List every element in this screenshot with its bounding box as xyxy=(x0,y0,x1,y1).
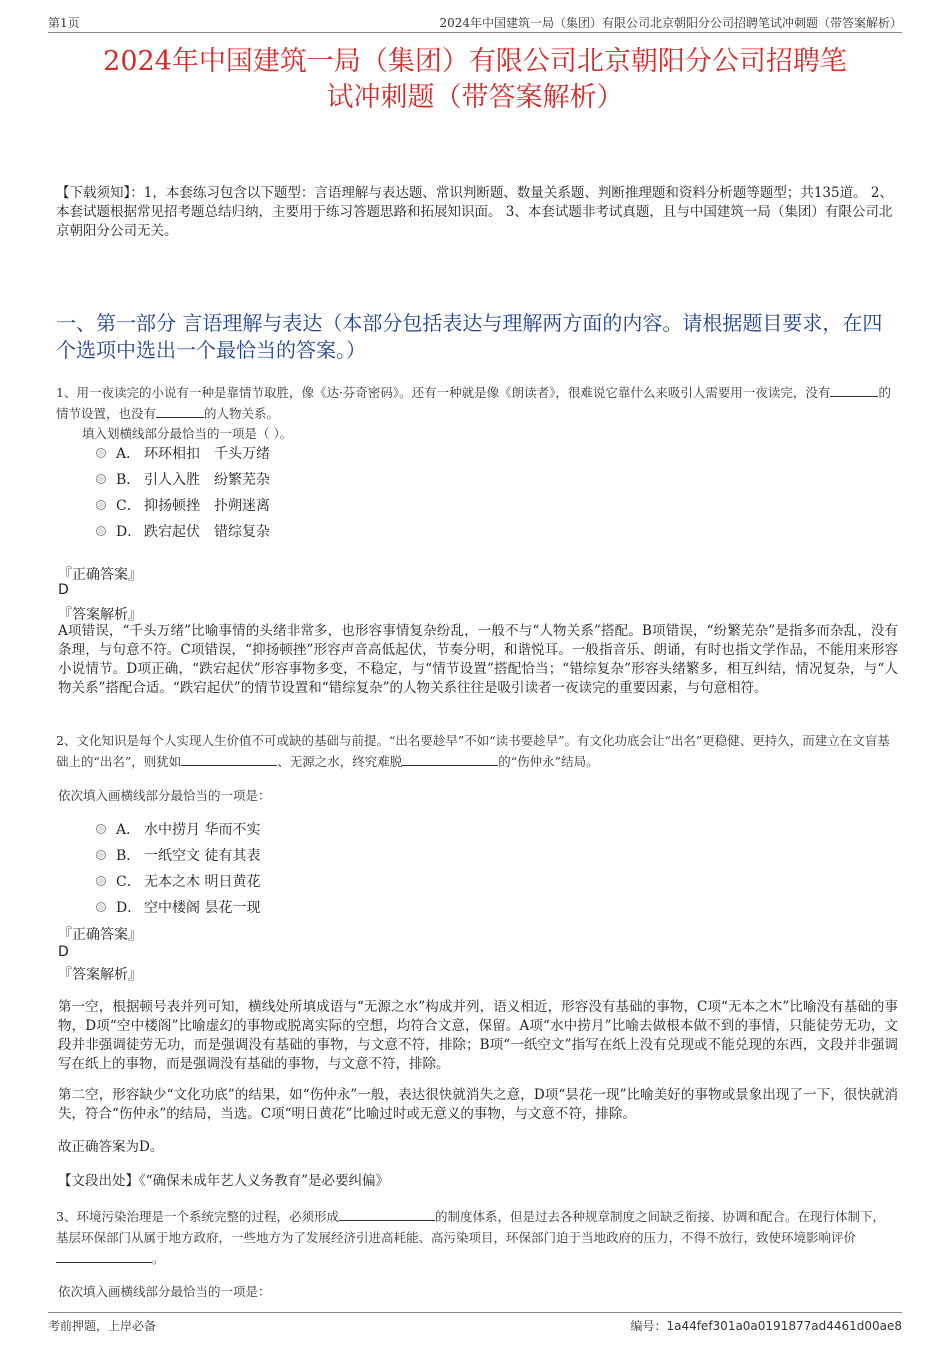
q1-stem-b: 的情节设置，也没有 xyxy=(56,385,891,421)
q1-stem-a: 1、用一夜读完的小说有一种是靠情节取胜，像《达·芬奇密码》。还有一种就是像《朗读者》，很难说它靠什么来吸引人需要用一夜读完，没有 xyxy=(56,385,831,400)
q2-analysis-p2: 第二空，形容缺少“文化功底”的结果，如“伤仲永”一般，表达很快就消失之意，D项“昙花一现”比喻美好的事物或景象出现了一下，很快就消失，符合“伤仲永”的结局，当选。C项“明日黄花”比喻过时或无意义的事物，与文意不符，排除。 xyxy=(58,1087,898,1122)
q2-source: 【文段出处】《“确保未成年艺人义务教育”是必要纠偏》 xyxy=(58,1173,390,1189)
q3-blank-2 xyxy=(56,1250,152,1263)
q1-option-b[interactable]: B． 引人入胜 纷繁芜杂 xyxy=(96,466,270,492)
radio-icon[interactable] xyxy=(96,876,106,886)
q2-blank-2 xyxy=(402,753,498,766)
q1-option-c[interactable]: C． 抑扬顿挫 扑朔迷离 xyxy=(96,492,270,518)
radio-icon[interactable] xyxy=(96,474,106,484)
question-1-stem xyxy=(56,382,896,424)
q1-prompt: 填入划横线部分最恰当的一项是（ ）。 xyxy=(82,426,293,441)
q2-analysis-label: 『答案解析』 xyxy=(58,967,142,983)
q2-stem-b: 、无源之水，终究难脱 xyxy=(277,754,403,769)
radio-icon[interactable] xyxy=(96,526,106,536)
q1-option-d[interactable]: D． 跌宕起伏 错综复杂 xyxy=(96,518,270,544)
q1-stem-c: 的人物关系。 xyxy=(204,406,280,421)
q2-option-d[interactable]: D． 空中楼阁 昙花一现 xyxy=(96,894,260,920)
q1-analysis: A项错误，“千头万绪”比喻事情的头绪非常多，也形容事情复杂纷乱，一般不与“人物关系”搭配。B项错误，“纷繁芜杂”是指多而杂乱，没有条理，与句意不符。C项错误，“抑扬顿挫”形容声音高低起伏，节奏分明，和谐悦耳。一般指音乐、朗诵，有时也指文学作品，不能用来形容小说情节。D项正确，“跌宕起伏”形容事物多变，不稳定，与“情节设置”搭配恰当；“错综复杂”形容头绪繁多，相互纠结，情况复杂，与“人物关系”搭配合适。“跌宕起伏”的情节设置和“错综复杂”的人物关系往往是吸引读者一夜读完的重要因素，与句意相符。 xyxy=(58,623,898,696)
radio-icon[interactable] xyxy=(96,902,106,912)
q2-analysis-p1: 第一空，根据顿号表并列可知，横线处所填成语与“无源之水”构成并列，语义相近，形容没有基础的事物，C项“无本之木”比喻没有基础的事物，D项“空中楼阁”比喻虚幻的事物或脱离实际的空想，均符合文意，保留。A项“水中捞月”比喻去做根本做不到的事情，只能徒劳无功，文段并非强调徒劳无功，而是强调没有基础的事物，与文意不符，排除；B项“一纸空文”指写在纸上没有兑现或不能兑现的东西，文段并非强调写在纸上的事物，而是强调没有基础的事物，与文意不符，排除。 xyxy=(58,999,898,1072)
radio-icon[interactable] xyxy=(96,850,106,860)
q2-answer: D xyxy=(58,944,69,960)
q2-blank-1 xyxy=(181,753,277,766)
q1-options xyxy=(96,440,270,544)
q3-blank-1 xyxy=(339,1208,435,1221)
question-3-stem xyxy=(56,1206,896,1269)
q2-answer-label: 『正确答案』 xyxy=(58,927,142,943)
radio-icon[interactable] xyxy=(96,824,106,834)
q2-prompt: 依次填入画横线部分最恰当的一项是： xyxy=(58,788,271,803)
q1-blank-2 xyxy=(156,405,204,418)
document-title xyxy=(50,44,900,116)
q1-answer-label: 『正确答案』 xyxy=(58,567,142,583)
header-page-number: 第1页 xyxy=(48,16,80,30)
q1-answer: D xyxy=(58,582,69,598)
document-title-line2: 试冲刺题（带答案解析） xyxy=(326,82,624,113)
page-header xyxy=(48,12,902,33)
footer-code xyxy=(630,1317,902,1334)
header-title: 2024年中国建筑一局（集团）有限公司北京朝阳分公司招聘笔试冲刺题（带答案解析） xyxy=(439,16,902,30)
q2-stem-c: 的“伤仲永”结局。 xyxy=(498,754,599,769)
q2-option-c[interactable]: C． 无本之木 明日黄花 xyxy=(96,868,260,894)
q3-prompt: 依次填入画横线部分最恰当的一项是： xyxy=(58,1284,271,1299)
footer-code-value: 1a44fef301a0a0191877ad4461d00ae8 xyxy=(666,1319,902,1333)
footer-code-label: 编号： xyxy=(630,1319,667,1333)
q3-stem-a: 3、环境污染治理是一个系统完整的过程，必须形成 xyxy=(56,1209,339,1224)
q1-option-a[interactable]: A． 环环相扣 千头万绪 xyxy=(96,440,270,466)
q1-blank-1 xyxy=(830,384,878,397)
page-footer xyxy=(48,1312,902,1333)
q2-option-a[interactable]: A． 水中捞月 华而不实 xyxy=(96,816,260,842)
q2-option-b[interactable]: B． 一纸空文 徒有其表 xyxy=(96,842,260,868)
footer-slogan: 考前押题，上岸必备 xyxy=(48,1319,157,1333)
q2-analysis-p3: 故正确答案为D。 xyxy=(58,1139,164,1155)
q2-options xyxy=(96,816,260,920)
download-notice: 【下载须知】：1，本套练习包含以下题型：言语理解与表达题、常识判断题、数量关系题、判断推理题和资料分析题等题型；共135道。 2、本套试题根据常见招考题总结归纳，主要用于练习答题思路和拓展知识面。 3、本套试题非考试真题，且与中国建筑一局（集团）有限公司北京朝阳分公司无关。 xyxy=(56,185,893,239)
q3-stem-c: 。 xyxy=(152,1251,165,1266)
radio-icon[interactable] xyxy=(96,500,106,510)
q1-analysis-label: 『答案解析』 xyxy=(58,607,142,623)
q3-stem-b: 的制度体系，但是过去各种规章制度之间缺乏衔接、协调和配合。在现行体制下，基层环保部门从属于地方政府，一些地方为了发展经济引进高耗能、高污染项目，环保部门迫于当地政府的压力，不得不放行，致使环境影响评价 xyxy=(56,1209,885,1245)
question-2-stem xyxy=(56,730,896,772)
radio-icon[interactable] xyxy=(96,448,106,458)
section-heading: 一、第一部分 言语理解与表达（本部分包括表达与理解两方面的内容。请根据题目要求，在四个选项中选出一个最恰当的答案。） xyxy=(56,311,883,362)
q2-stem-a: 2、文化知识是每个人实现人生价值不可或缺的基础与前提。“出名要趁早”不如“读书要趁早”。有文化功底会让“出名”更稳健、更持久，而建立在文盲基础上的“出名”，则犹如 xyxy=(56,733,890,769)
document-title-line1: 2024年中国建筑一局（集团）有限公司北京朝阳分公司招聘笔 xyxy=(103,46,847,77)
